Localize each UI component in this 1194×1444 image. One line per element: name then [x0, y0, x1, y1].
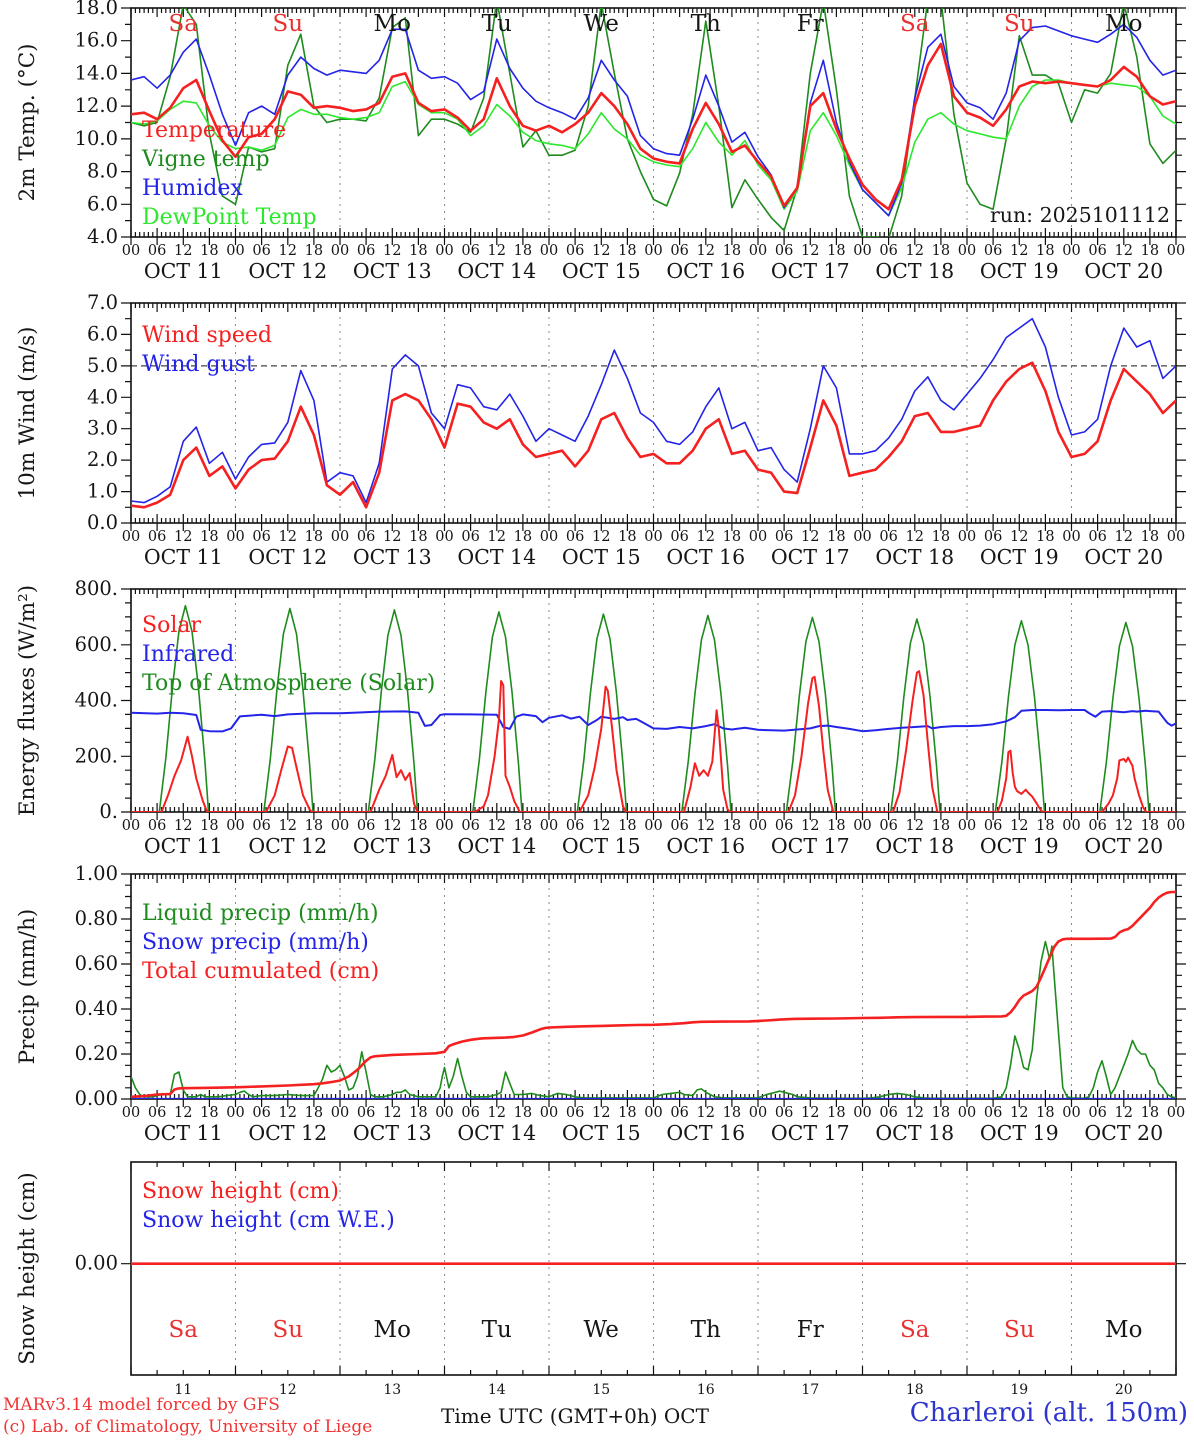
y-tick-label: 0.40	[74, 997, 118, 1020]
hour-label: 06	[774, 1105, 794, 1121]
date-label: OCT 13	[352, 834, 432, 858]
date-label: OCT 11	[143, 259, 223, 283]
date-label: OCT 16	[666, 259, 746, 283]
hour-label: 12	[487, 529, 506, 545]
hour-label: 18	[722, 529, 742, 545]
hour-label: 18	[1140, 818, 1160, 834]
hour-label: 00	[330, 243, 350, 259]
hour-label: 12	[487, 1105, 506, 1121]
hour-label: 06	[461, 529, 480, 545]
y-tick-label: 0.	[99, 800, 118, 823]
hour-label: 06	[252, 529, 271, 545]
date-label: OCT 15	[561, 834, 641, 858]
hour-label: 06	[147, 243, 167, 259]
hour-label: 06	[461, 243, 480, 259]
hour-label: 18	[722, 818, 742, 834]
legend-infrared: Infrared	[142, 642, 235, 667]
day-gridlines	[236, 589, 1072, 812]
weekday-label: We	[583, 1317, 619, 1343]
hour-label: 00	[1166, 529, 1186, 545]
hour-label: 00	[748, 529, 768, 545]
hour-label: 00	[957, 1105, 977, 1121]
hour-label: 06	[879, 243, 898, 259]
hour-label: 00	[748, 1105, 768, 1121]
hour-label: 00	[435, 529, 454, 545]
hour-label: 06	[774, 818, 794, 834]
legend-snow-height-cm-: Snow height (cm)	[142, 1179, 339, 1204]
hour-label: 12	[905, 243, 924, 259]
hour-label: 12	[696, 243, 715, 259]
hour-label: 18	[827, 243, 846, 259]
hour-label: 00	[644, 818, 663, 834]
hour-label: 00	[539, 818, 559, 834]
weekday-label: Su	[1003, 1317, 1035, 1343]
y-tick-label: 0.00	[74, 1251, 118, 1275]
hour-label: 00	[330, 818, 350, 834]
hour-label: 00	[748, 818, 768, 834]
hour-label: 12	[592, 529, 611, 545]
hour-label: 00	[121, 818, 141, 834]
legend-temperature: Temperature	[142, 118, 287, 143]
legend-humidex: Humidex	[142, 176, 243, 201]
hour-label: 12	[278, 818, 297, 834]
date-label: OCT 11	[143, 834, 223, 858]
hour-label: 18	[618, 243, 637, 259]
y-tick-label: 5.0	[86, 353, 118, 377]
hour-label: 12	[1114, 1105, 1133, 1121]
hour-label: 12	[801, 818, 820, 834]
hour-label: 00	[853, 818, 872, 834]
hour-label: 06	[252, 818, 271, 834]
hour-label: 00	[435, 818, 454, 834]
hour-label: 06	[356, 1105, 376, 1121]
hour-label: 00	[539, 1105, 559, 1121]
day-number: 18	[905, 1382, 924, 1398]
day-number: 13	[383, 1382, 402, 1398]
date-label: OCT 11	[143, 545, 223, 569]
weekday-label: Tu	[481, 1317, 512, 1343]
legend-dewpoint-temp: DewPoint Temp	[142, 205, 317, 230]
y-tick-label: 0.0	[86, 511, 118, 534]
hour-label: 12	[383, 243, 402, 259]
hour-label: 06	[774, 529, 794, 545]
hour-label: 06	[670, 243, 689, 259]
hour-label: 18	[618, 818, 637, 834]
hour-label: 18	[1036, 1105, 1055, 1121]
hour-label: 12	[174, 529, 193, 545]
hour-label: 06	[879, 1105, 898, 1121]
hour-label: 12	[1010, 243, 1029, 259]
hour-label: 00	[330, 1105, 350, 1121]
date-label: OCT 14	[457, 1121, 537, 1145]
date-label: OCT 19	[979, 259, 1059, 283]
hour-label: 00	[539, 243, 559, 259]
hour-label: 06	[774, 243, 794, 259]
y-tick-label: 10.0	[74, 126, 118, 150]
weekday-label: Sa	[168, 11, 198, 37]
date-label: OCT 20	[1084, 834, 1164, 858]
day-gridlines	[236, 303, 1072, 523]
hour-label: 06	[461, 818, 480, 834]
weekday-label: Fr	[796, 11, 824, 37]
hour-label: 00	[644, 529, 663, 545]
hour-label: 18	[513, 1105, 533, 1121]
hour-label: 18	[1140, 529, 1160, 545]
y-tick-label: 6.0	[86, 322, 118, 346]
hour-label: 18	[513, 243, 533, 259]
day-number: 20	[1114, 1382, 1133, 1398]
hour-label: 18	[1036, 818, 1055, 834]
hour-label: 12	[1010, 529, 1029, 545]
hour-label: 12	[1114, 529, 1133, 545]
date-label: OCT 13	[352, 259, 432, 283]
hour-label: 12	[278, 1105, 297, 1121]
hour-label: 18	[1036, 243, 1055, 259]
weekday-label: Fr	[796, 1317, 824, 1343]
hour-label: 06	[670, 818, 689, 834]
y-axis-title: Snow height (cm)	[15, 1172, 40, 1365]
hour-label: 00	[539, 529, 559, 545]
weekday-label: Th	[690, 11, 721, 37]
hour-label: 06	[983, 818, 1003, 834]
hour-label: 12	[174, 818, 193, 834]
day-number: 17	[801, 1382, 820, 1398]
hour-label: 00	[644, 243, 663, 259]
hour-label: 00	[226, 529, 245, 545]
day-number: 16	[696, 1382, 715, 1398]
day-number: 14	[487, 1382, 506, 1398]
hour-label: 18	[722, 1105, 742, 1121]
hour-label: 00	[1062, 529, 1081, 545]
legend-wind-gust: Wind gust	[142, 352, 255, 377]
date-label: OCT 13	[352, 1121, 432, 1145]
date-label: OCT 15	[561, 259, 641, 283]
date-label: OCT 15	[561, 1121, 641, 1145]
hour-label: 12	[696, 1105, 715, 1121]
hour-label: 06	[147, 529, 167, 545]
hour-label: 00	[748, 243, 768, 259]
panel-frame	[131, 303, 1176, 523]
hour-label: 06	[565, 243, 585, 259]
hour-label: 06	[1088, 529, 1107, 545]
hour-label: 12	[383, 1105, 402, 1121]
hour-label: 00	[1062, 818, 1081, 834]
hour-label: 12	[278, 529, 297, 545]
hour-label: 00	[121, 243, 141, 259]
hour-label: 18	[200, 818, 219, 834]
weekday-label: Su	[272, 11, 304, 37]
date-label: OCT 19	[979, 834, 1059, 858]
y-tick-label: 800.	[74, 577, 118, 600]
y-tick-label: 1.0	[86, 479, 118, 503]
y-tick-label: 7.0	[86, 291, 118, 314]
day-number: 15	[592, 1382, 611, 1398]
hour-label: 12	[801, 243, 820, 259]
hour-label: 18	[200, 243, 219, 259]
date-label: OCT 14	[457, 259, 537, 283]
hour-label: 12	[383, 529, 402, 545]
date-label: OCT 20	[1084, 1121, 1164, 1145]
day-number: 11	[174, 1382, 193, 1398]
y-tick-label: 14.0	[74, 61, 118, 85]
hour-label: 18	[200, 1105, 219, 1121]
hour-label: 00	[957, 529, 977, 545]
hour-label: 18	[1140, 1105, 1160, 1121]
date-label: OCT 14	[457, 545, 537, 569]
y-tick-label: 6.0	[86, 192, 118, 216]
y-axis-title: Precip (mm/h)	[15, 908, 40, 1065]
y-tick-label: 1.00	[74, 862, 118, 885]
hour-label: 18	[618, 1105, 637, 1121]
legend-solar: Solar	[142, 613, 201, 638]
weekday-label: We	[583, 11, 619, 37]
hour-label: 06	[670, 529, 689, 545]
y-tick-label: 2.0	[86, 448, 118, 472]
hour-label: 00	[226, 1105, 245, 1121]
hour-label: 12	[801, 529, 820, 545]
date-label: OCT 17	[770, 259, 850, 283]
hour-label: 18	[304, 1105, 324, 1121]
hour-label: 18	[827, 818, 846, 834]
hour-label: 00	[226, 243, 245, 259]
hour-label: 12	[905, 1105, 924, 1121]
hour-label: 06	[252, 1105, 271, 1121]
hour-label: 12	[1010, 1105, 1029, 1121]
hour-label: 06	[983, 243, 1003, 259]
hour-label: 06	[879, 818, 898, 834]
hour-label: 18	[304, 529, 324, 545]
hour-label: 00	[1062, 243, 1081, 259]
hour-label: 12	[174, 1105, 193, 1121]
date-label: OCT 12	[248, 545, 328, 569]
weekday-label: Mo	[373, 11, 411, 37]
legend-snow-precip-mm-h-: Snow precip (mm/h)	[142, 930, 369, 955]
hour-label: 18	[827, 1105, 846, 1121]
weekday-label: Sa	[900, 11, 930, 37]
date-label: OCT 19	[979, 1121, 1059, 1145]
date-label: OCT 15	[561, 545, 641, 569]
hour-label: 18	[1140, 243, 1160, 259]
hour-label: 18	[409, 529, 428, 545]
weekday-label: Mo	[373, 1317, 411, 1343]
day-gridlines	[236, 1162, 1072, 1375]
date-label: OCT 12	[248, 834, 328, 858]
y-tick-label: 400.	[74, 688, 118, 712]
x-axis-title: Time UTC (GMT+0h) OCT	[441, 1404, 709, 1428]
hour-label: 18	[722, 243, 742, 259]
legend-top-of-atmosphere-solar-: Top of Atmosphere (Solar)	[142, 671, 436, 696]
date-label: OCT 14	[457, 834, 537, 858]
hour-label: 00	[853, 529, 872, 545]
date-label: OCT 12	[248, 259, 328, 283]
weekday-label: Su	[1003, 11, 1035, 37]
y-axis-title: 10m Wind (m/s)	[15, 326, 40, 500]
date-label: OCT 19	[979, 545, 1059, 569]
footer-model-credit: MARv3.14 model forced by GFS	[3, 1395, 280, 1415]
footer-copyright: (c) Lab. of Climatology, University of Liege	[3, 1417, 373, 1437]
weekday-label: Tu	[481, 11, 512, 37]
hour-label: 06	[983, 1105, 1003, 1121]
legend-liquid-precip-mm-h-: Liquid precip (mm/h)	[142, 901, 379, 926]
hour-label: 00	[1166, 243, 1186, 259]
hour-label: 12	[905, 818, 924, 834]
hour-label: 00	[435, 243, 454, 259]
date-label: OCT 12	[248, 1121, 328, 1145]
y-tick-label: 8.0	[86, 159, 118, 183]
hour-label: 12	[487, 818, 506, 834]
legend-vigne-temp: Vigne temp	[142, 147, 270, 172]
day-number: 12	[278, 1382, 297, 1398]
hour-label: 06	[356, 818, 376, 834]
run-label: run: 2025101112	[989, 203, 1170, 227]
hour-label: 00	[644, 1105, 663, 1121]
date-label: OCT 17	[770, 834, 850, 858]
y-tick-label: 12.0	[74, 94, 118, 118]
weekday-label: Mo	[1105, 11, 1143, 37]
hour-label: 18	[931, 1105, 951, 1121]
hour-label: 12	[592, 243, 611, 259]
hour-label: 12	[174, 243, 193, 259]
hour-label: 12	[696, 529, 715, 545]
date-label: OCT 18	[875, 834, 955, 858]
hour-label: 00	[957, 243, 977, 259]
y-tick-label: 600.	[74, 632, 118, 656]
date-label: OCT 11	[143, 1121, 223, 1145]
hour-label: 06	[1088, 243, 1107, 259]
hour-label: 00	[435, 1105, 454, 1121]
hour-label: 06	[983, 529, 1003, 545]
y-tick-label: 0.00	[74, 1087, 118, 1110]
weekday-label: Mo	[1105, 1317, 1143, 1343]
hour-label: 12	[592, 818, 611, 834]
hour-label: 00	[957, 818, 977, 834]
hour-label: 06	[565, 529, 585, 545]
date-label: OCT 13	[352, 545, 432, 569]
date-label: OCT 20	[1084, 545, 1164, 569]
hour-label: 18	[827, 529, 846, 545]
date-label: OCT 18	[875, 1121, 955, 1145]
hour-label: 18	[409, 1105, 428, 1121]
hour-label: 06	[565, 818, 585, 834]
hour-label: 06	[147, 818, 167, 834]
day-number: 19	[1010, 1382, 1029, 1398]
station-location-label: Charleroi (alt. 150m)	[909, 1398, 1188, 1428]
weekday-label: Th	[690, 1317, 721, 1343]
date-label: OCT 16	[666, 545, 746, 569]
date-label: OCT 18	[875, 545, 955, 569]
hour-label: 00	[853, 1105, 872, 1121]
hour-label: 06	[670, 1105, 689, 1121]
y-tick-label: 4.0	[86, 385, 118, 409]
weekday-label: Su	[272, 1317, 304, 1343]
hour-label: 12	[383, 818, 402, 834]
hour-label: 18	[513, 818, 533, 834]
hour-label: 06	[356, 529, 376, 545]
y-tick-label: 0.80	[74, 907, 118, 930]
hour-label: 12	[1114, 818, 1133, 834]
y-axis-title: Energy fluxes (W/m²)	[15, 584, 40, 817]
hour-label: 18	[304, 243, 324, 259]
legend-total-cumulated-cm-: Total cumulated (cm)	[142, 959, 380, 984]
y-tick-label: 0.60	[74, 952, 118, 975]
hour-label: 18	[304, 818, 324, 834]
date-label: OCT 17	[770, 1121, 850, 1145]
infrared-line	[131, 710, 1176, 731]
y-tick-label: 3.0	[86, 416, 118, 440]
y-tick-label: 16.0	[74, 28, 118, 52]
hour-label: 06	[461, 1105, 480, 1121]
hour-label: 12	[1114, 243, 1133, 259]
hour-label: 06	[879, 529, 898, 545]
y-tick-label: 18.0	[74, 0, 118, 19]
hour-label: 00	[1062, 1105, 1081, 1121]
hour-label: 00	[853, 243, 872, 259]
hour-label: 18	[1036, 529, 1055, 545]
date-label: OCT 16	[666, 1121, 746, 1145]
hour-label: 12	[801, 1105, 820, 1121]
y-tick-label: 4.0	[86, 225, 118, 248]
hour-label: 06	[1088, 1105, 1107, 1121]
hour-label: 18	[513, 529, 533, 545]
hour-label: 18	[931, 243, 951, 259]
date-label: OCT 16	[666, 834, 746, 858]
date-label: OCT 17	[770, 545, 850, 569]
hour-label: 12	[487, 243, 506, 259]
hour-label: 06	[252, 243, 271, 259]
weekday-label: Sa	[900, 1317, 930, 1343]
hour-label: 06	[1088, 818, 1107, 834]
y-axis-title: 2m Temp. (°C)	[15, 43, 40, 202]
legend-wind-speed: Wind speed	[142, 323, 273, 348]
weekday-label: Sa	[168, 1317, 198, 1343]
date-label: OCT 20	[1084, 259, 1164, 283]
hour-label: 18	[409, 243, 428, 259]
y-tick-label: 200.	[74, 744, 118, 768]
hour-label: 12	[278, 243, 297, 259]
hour-label: 18	[618, 529, 637, 545]
legend-snow-height-cm-w-e-: Snow height (cm W.E.)	[142, 1208, 395, 1233]
hour-label: 06	[565, 1105, 585, 1121]
hour-label: 06	[356, 243, 376, 259]
hour-label: 00	[330, 529, 350, 545]
hour-label: 00	[1166, 818, 1186, 834]
hour-label: 00	[226, 818, 245, 834]
hour-label: 18	[931, 529, 951, 545]
hour-label: 12	[696, 818, 715, 834]
hour-label: 12	[1010, 818, 1029, 834]
hour-label: 06	[147, 1105, 167, 1121]
date-label: OCT 18	[875, 259, 955, 283]
hour-label: 18	[200, 529, 219, 545]
hour-label: 12	[592, 1105, 611, 1121]
hour-label: 18	[931, 818, 951, 834]
hour-label: 12	[905, 529, 924, 545]
hour-label: 18	[409, 818, 428, 834]
y-tick-label: 0.20	[74, 1042, 118, 1065]
hour-label: 00	[121, 529, 141, 545]
hour-label: 00	[121, 1105, 141, 1121]
hour-label: 00	[1166, 1105, 1186, 1121]
